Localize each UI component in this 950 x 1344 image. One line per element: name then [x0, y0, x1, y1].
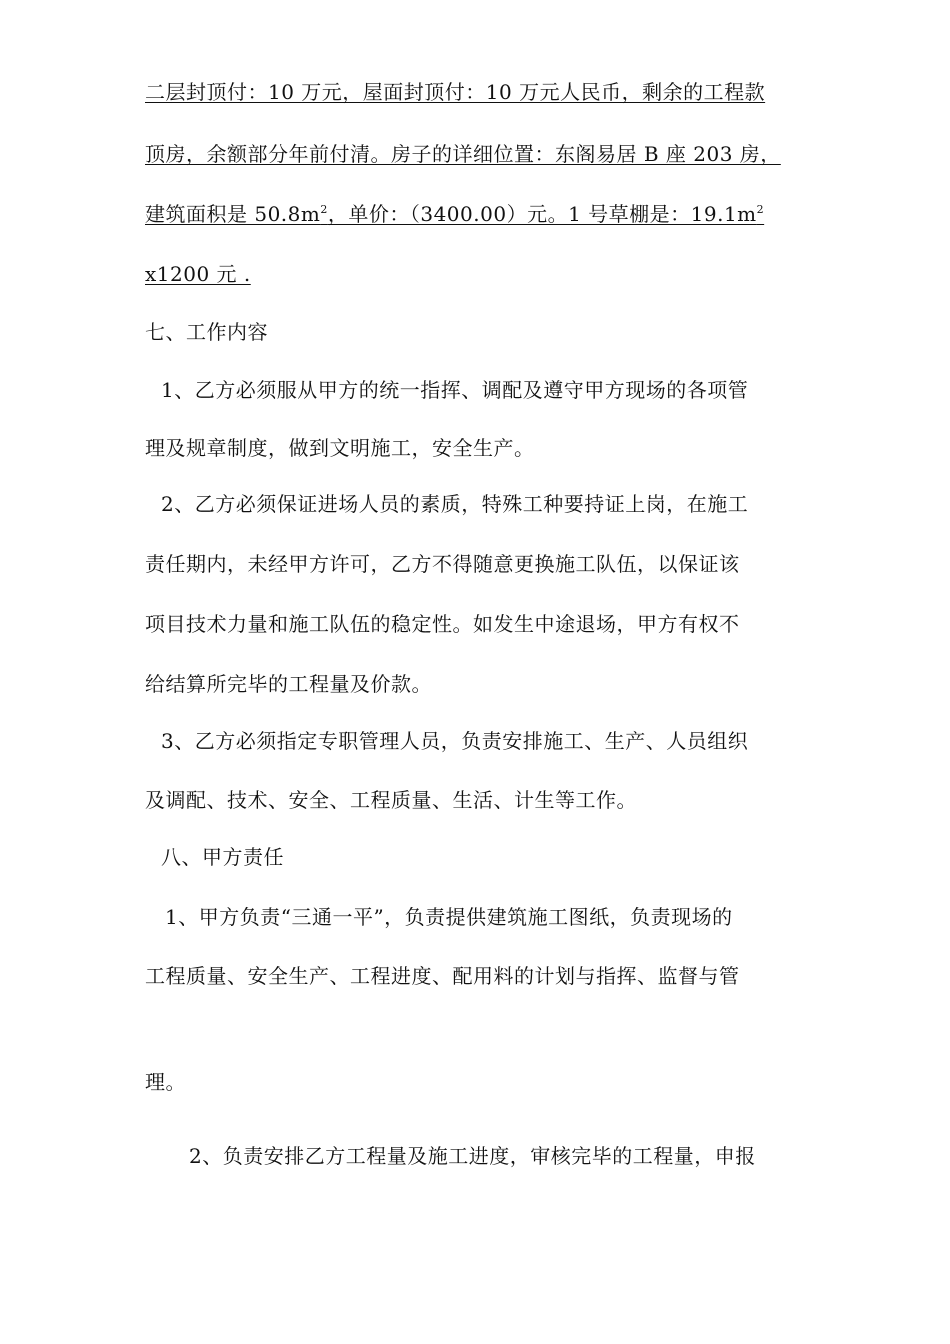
section-heading-party-a: 八、甲方责任: [161, 845, 284, 869]
work-item-2-line-4: 给结算所完毕的工程量及价款。: [145, 672, 432, 696]
party-a-item-1-line-1: 1、甲方负责“三通一平”，负责提供建筑施工图纸，负责现场的: [165, 905, 733, 929]
area-unit-superscript: 2: [320, 203, 328, 216]
work-item-2-line-1: 2、乙方必须保证进场人员的素质，特殊工种要持证上岗，在施工: [161, 492, 749, 516]
payment-line-2: 顶房，余额部分年前付清。房子的详细位置：东阁易居 B 座 203 房，: [145, 142, 781, 166]
payment-line-3: [145, 200, 764, 228]
work-item-1-line-1: 1、乙方必须服从甲方的统一指挥、调配及遵守甲方现场的各项管: [161, 378, 749, 402]
party-a-item-2-line-1: 2、负责安排乙方工程量及施工进度，审核完毕的工程量，申报: [189, 1144, 756, 1168]
work-item-3-line-1: 3、乙方必须指定专职管理人员，负责安排施工、生产、人员组织: [161, 729, 749, 753]
party-a-item-1-line-2: 工程质量、安全生产、工程进度、配用料的计划与指挥、监督与管: [145, 964, 740, 988]
payment-line-1: 二层封顶付：10 万元，屋面封顶付：10 万元人民币，剩余的工程款: [145, 80, 766, 104]
work-item-1-line-2: 理及规章制度，做到文明施工，安全生产。: [145, 436, 535, 460]
area-text: 建筑面积是 50.8m: [145, 202, 321, 226]
price-text: ，单价：（3400.00）元。1 号草棚是：19.1m: [327, 202, 757, 226]
section-heading-work-content: 七、工作内容: [145, 320, 268, 344]
party-a-item-1-line-3: 理。: [145, 1070, 186, 1094]
work-item-3-line-2: 及调配、技术、安全、工程质量、生活、计生等工作。: [145, 788, 637, 812]
payment-line-4: x1200 元 .: [145, 262, 251, 286]
shed-unit-superscript: 2: [756, 203, 765, 216]
work-item-2-line-2: 责任期内，未经甲方许可，乙方不得随意更换施工队伍，以保证该: [145, 552, 740, 576]
work-item-2-line-3: 项目技术力量和施工队伍的稳定性。如发生中途退场，甲方有权不: [145, 612, 740, 636]
